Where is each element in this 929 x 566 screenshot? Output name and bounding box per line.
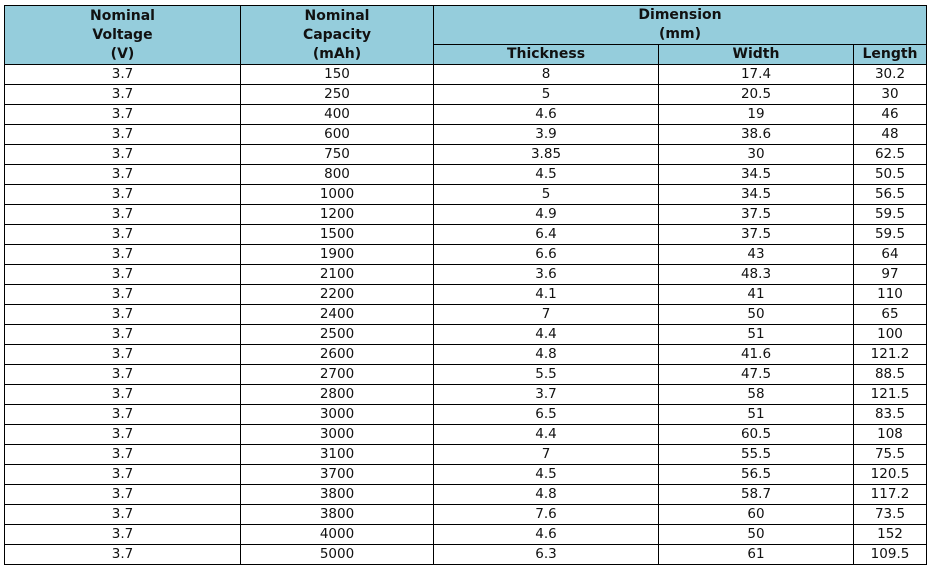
width-cell: 50 (659, 305, 854, 325)
length-cell: 62.5 (854, 145, 927, 165)
thickness-cell: 3.9 (434, 125, 659, 145)
width-cell: 43 (659, 245, 854, 265)
voltage-cell: 3.7 (5, 485, 241, 505)
table-row (5, 465, 927, 485)
voltage-cell: 3.7 (5, 85, 241, 105)
table-row (5, 185, 927, 205)
voltage-cell: 3.7 (5, 545, 241, 565)
capacity-cell: 1000 (241, 185, 434, 205)
capacity-cell: 250 (241, 85, 434, 105)
capacity-cell: 2100 (241, 265, 434, 285)
width-cell: 37.5 (659, 205, 854, 225)
length-cell: 73.5 (854, 505, 927, 525)
voltage-cell: 3.7 (5, 345, 241, 365)
header-voltage-line-1: Nominal (90, 7, 155, 24)
thickness-cell: 4.8 (434, 345, 659, 365)
table-row (5, 385, 927, 405)
table-row (5, 445, 927, 465)
thickness-cell: 4.9 (434, 205, 659, 225)
thickness-cell: 4.1 (434, 285, 659, 305)
width-cell: 60 (659, 505, 854, 525)
capacity-cell: 2600 (241, 345, 434, 365)
header-nominal-capacity (241, 6, 434, 65)
voltage-cell: 3.7 (5, 385, 241, 405)
length-cell: 110 (854, 285, 927, 305)
width-cell: 56.5 (659, 465, 854, 485)
voltage-cell: 3.7 (5, 185, 241, 205)
header-capacity-line-2: Capacity (302, 26, 372, 43)
header-row-top (5, 6, 927, 45)
thickness-cell: 4.8 (434, 485, 659, 505)
capacity-cell: 2800 (241, 385, 434, 405)
voltage-cell: 3.7 (5, 105, 241, 125)
length-cell: 56.5 (854, 185, 927, 205)
voltage-cell: 3.7 (5, 125, 241, 145)
capacity-cell: 3100 (241, 445, 434, 465)
capacity-cell: 2400 (241, 305, 434, 325)
thickness-cell: 4.6 (434, 525, 659, 545)
voltage-cell: 3.7 (5, 205, 241, 225)
voltage-cell: 3.7 (5, 365, 241, 385)
table-row (5, 65, 927, 85)
header-capacity-line-3: (mAh) (312, 45, 362, 62)
width-cell: 60.5 (659, 425, 854, 445)
thickness-cell: 7 (434, 305, 659, 325)
length-cell: 30.2 (854, 65, 927, 85)
voltage-cell: 3.7 (5, 525, 241, 545)
capacity-cell: 750 (241, 145, 434, 165)
capacity-cell: 2200 (241, 285, 434, 305)
thickness-cell: 6.5 (434, 405, 659, 425)
capacity-cell: 1500 (241, 225, 434, 245)
length-cell: 121.2 (854, 345, 927, 365)
width-cell: 58 (659, 385, 854, 405)
length-cell: 48 (854, 125, 927, 145)
table-row (5, 525, 927, 545)
capacity-cell: 2700 (241, 365, 434, 385)
length-cell: 59.5 (854, 225, 927, 245)
length-cell: 75.5 (854, 445, 927, 465)
width-cell: 48.3 (659, 265, 854, 285)
header-dimension-line-1: Dimension (638, 7, 722, 23)
capacity-cell: 3800 (241, 505, 434, 525)
thickness-cell: 7.6 (434, 505, 659, 525)
length-cell: 121.5 (854, 385, 927, 405)
table-row (5, 205, 927, 225)
thickness-cell: 4.5 (434, 165, 659, 185)
voltage-cell: 3.7 (5, 225, 241, 245)
table-row (5, 305, 927, 325)
width-cell: 41.6 (659, 345, 854, 365)
length-cell: 50.5 (854, 165, 927, 185)
header-thickness: Thickness (434, 45, 659, 65)
header-dimension-line-2: (mm) (659, 26, 701, 42)
table-row (5, 345, 927, 365)
capacity-cell: 800 (241, 165, 434, 185)
table-row (5, 165, 927, 185)
width-cell: 47.5 (659, 365, 854, 385)
table-row (5, 545, 927, 565)
header-width: Width (659, 45, 854, 65)
capacity-cell: 5000 (241, 545, 434, 565)
table-row (5, 425, 927, 445)
thickness-cell: 4.5 (434, 465, 659, 485)
voltage-cell: 3.7 (5, 305, 241, 325)
voltage-cell: 3.7 (5, 265, 241, 285)
table-row (5, 505, 927, 525)
table-header (5, 6, 927, 65)
thickness-cell: 5 (434, 185, 659, 205)
length-cell: 88.5 (854, 365, 927, 385)
capacity-cell: 3800 (241, 485, 434, 505)
width-cell: 38.6 (659, 125, 854, 145)
length-cell: 64 (854, 245, 927, 265)
width-cell: 20.5 (659, 85, 854, 105)
width-cell: 34.5 (659, 185, 854, 205)
table-row (5, 85, 927, 105)
width-cell: 61 (659, 545, 854, 565)
length-cell: 117.2 (854, 485, 927, 505)
table-row (5, 125, 927, 145)
capacity-cell: 400 (241, 105, 434, 125)
table-row (5, 265, 927, 285)
length-cell: 65 (854, 305, 927, 325)
thickness-cell: 8 (434, 65, 659, 85)
voltage-cell: 3.7 (5, 445, 241, 465)
length-cell: 59.5 (854, 205, 927, 225)
table-row (5, 105, 927, 125)
width-cell: 37.5 (659, 225, 854, 245)
thickness-cell: 3.6 (434, 265, 659, 285)
voltage-cell: 3.7 (5, 245, 241, 265)
thickness-cell: 6.4 (434, 225, 659, 245)
length-cell: 109.5 (854, 545, 927, 565)
table-row (5, 145, 927, 165)
table-row (5, 405, 927, 425)
voltage-cell: 3.7 (5, 165, 241, 185)
capacity-cell: 3000 (241, 425, 434, 445)
battery-spec-table (4, 5, 927, 565)
table-row (5, 325, 927, 345)
header-nominal-voltage (5, 6, 241, 65)
width-cell: 30 (659, 145, 854, 165)
capacity-cell: 150 (241, 65, 434, 85)
voltage-cell: 3.7 (5, 505, 241, 525)
capacity-cell: 3000 (241, 405, 434, 425)
length-cell: 83.5 (854, 405, 927, 425)
thickness-cell: 6.3 (434, 545, 659, 565)
capacity-cell: 4000 (241, 525, 434, 545)
voltage-cell: 3.7 (5, 425, 241, 445)
capacity-cell: 1900 (241, 245, 434, 265)
header-dimension (434, 6, 927, 45)
length-cell: 108 (854, 425, 927, 445)
length-cell: 46 (854, 105, 927, 125)
table-body (5, 65, 927, 565)
length-cell: 30 (854, 85, 927, 105)
capacity-cell: 1200 (241, 205, 434, 225)
width-cell: 19 (659, 105, 854, 125)
table-row (5, 365, 927, 385)
thickness-cell: 3.7 (434, 385, 659, 405)
width-cell: 41 (659, 285, 854, 305)
capacity-cell: 600 (241, 125, 434, 145)
table-row (5, 225, 927, 245)
thickness-cell: 5 (434, 85, 659, 105)
capacity-cell: 3700 (241, 465, 434, 485)
header-capacity-line-1: Nominal (304, 7, 370, 24)
width-cell: 51 (659, 405, 854, 425)
voltage-cell: 3.7 (5, 145, 241, 165)
length-cell: 97 (854, 265, 927, 285)
voltage-cell: 3.7 (5, 465, 241, 485)
width-cell: 51 (659, 325, 854, 345)
thickness-cell: 6.6 (434, 245, 659, 265)
width-cell: 58.7 (659, 485, 854, 505)
voltage-cell: 3.7 (5, 405, 241, 425)
thickness-cell: 4.6 (434, 105, 659, 125)
table-row (5, 285, 927, 305)
header-voltage-line-3: (V) (110, 45, 135, 62)
voltage-cell: 3.7 (5, 285, 241, 305)
thickness-cell: 4.4 (434, 325, 659, 345)
thickness-cell: 4.4 (434, 425, 659, 445)
header-voltage-line-2: Voltage (92, 26, 153, 43)
table-row (5, 485, 927, 505)
header-length: Length (854, 45, 927, 65)
width-cell: 55.5 (659, 445, 854, 465)
width-cell: 17.4 (659, 65, 854, 85)
length-cell: 152 (854, 525, 927, 545)
thickness-cell: 3.85 (434, 145, 659, 165)
thickness-cell: 7 (434, 445, 659, 465)
voltage-cell: 3.7 (5, 65, 241, 85)
width-cell: 50 (659, 525, 854, 545)
width-cell: 34.5 (659, 165, 854, 185)
length-cell: 100 (854, 325, 927, 345)
length-cell: 120.5 (854, 465, 927, 485)
table-row (5, 245, 927, 265)
capacity-cell: 2500 (241, 325, 434, 345)
thickness-cell: 5.5 (434, 365, 659, 385)
voltage-cell: 3.7 (5, 325, 241, 345)
